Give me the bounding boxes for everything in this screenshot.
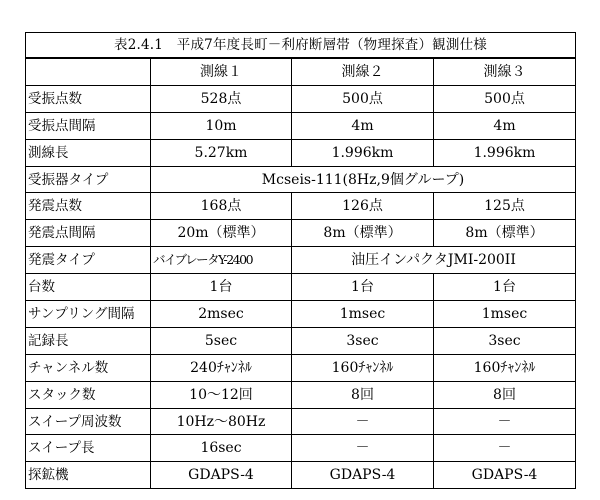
- table-row: [26, 193, 576, 220]
- header-row: [26, 58, 576, 85]
- cell-line-2: 1.996km: [292, 139, 434, 166]
- row-label: 発震タイプ: [26, 247, 151, 274]
- cell-line-1: 168点: [151, 193, 292, 220]
- cell-line-3: 4m: [434, 112, 576, 139]
- table-row: [26, 381, 576, 408]
- table-row: [26, 354, 576, 381]
- table-row: [26, 327, 576, 354]
- row-label: 台数: [26, 274, 151, 301]
- header-line-3: 測線３: [434, 58, 576, 85]
- cell-line-3: －: [434, 408, 576, 435]
- cell-line-3: 1.996km: [434, 139, 576, 166]
- cell-line-3: 160ﾁｬﾝﾈﾙ: [434, 354, 576, 381]
- cell-line-2: －: [292, 435, 434, 462]
- table-row: [26, 247, 576, 274]
- row-label: 発震点間隔: [26, 220, 151, 247]
- observation-spec-table: [25, 32, 576, 489]
- cell-line-2: 4m: [292, 112, 434, 139]
- table-row: [26, 462, 576, 489]
- row-label: サンプリング間隔: [26, 301, 151, 328]
- cell-line-3: 8m（標準）: [434, 220, 576, 247]
- cell-line-2: 1台: [292, 274, 434, 301]
- cell-line-2: －: [292, 408, 434, 435]
- row-label: 記録長: [26, 327, 151, 354]
- spec-table-body: [26, 33, 576, 489]
- row-label: チャンネル数: [26, 354, 151, 381]
- cell-line-3: 125点: [434, 193, 576, 220]
- cell-line-1: 10Hz～80Hz: [151, 408, 292, 435]
- row-label: 発震点数: [26, 193, 151, 220]
- table-row: [26, 85, 576, 112]
- cell-line-1: 16sec: [151, 435, 292, 462]
- cell-line-1: バイブレータY-2400: [151, 247, 292, 274]
- cell-line-3: 8回: [434, 381, 576, 408]
- cell-line-2: 126点: [292, 193, 434, 220]
- cell-line-3: 1台: [434, 274, 576, 301]
- cell-line-2: 8回: [292, 381, 434, 408]
- table-title: 表2.4.1 平成7年度長町－利府断層帯（物理探査）観測仕様: [26, 33, 576, 59]
- cell-line-2: GDAPS-4: [292, 462, 434, 489]
- cell-line-1: 5sec: [151, 327, 292, 354]
- row-label: スイープ周波数: [26, 408, 151, 435]
- cell-merged-lines-2-3: 油圧インパクタJMI-200II: [292, 247, 576, 274]
- cell-line-1: GDAPS-4: [151, 462, 292, 489]
- table-row: [26, 220, 576, 247]
- spec-table-frame: [25, 32, 575, 484]
- cell-line-2: 1msec: [292, 301, 434, 328]
- cell-line-1: 528点: [151, 85, 292, 112]
- cell-line-3: 500点: [434, 85, 576, 112]
- row-label: 受振点間隔: [26, 112, 151, 139]
- cell-line-2: 8m（標準）: [292, 220, 434, 247]
- table-row: [26, 112, 576, 139]
- row-label: スイープ長: [26, 435, 151, 462]
- row-label: 測線長: [26, 139, 151, 166]
- cell-line-2: 3sec: [292, 327, 434, 354]
- header-corner: [26, 58, 151, 85]
- cell-line-1: 10m: [151, 112, 292, 139]
- cell-line-1: 1台: [151, 274, 292, 301]
- row-label: 受振点数: [26, 85, 151, 112]
- table-row: [26, 408, 576, 435]
- header-line-1: 測線１: [151, 58, 292, 85]
- table-row: [26, 301, 576, 328]
- cell-line-1: 10～12回: [151, 381, 292, 408]
- cell-line-1: 5.27km: [151, 139, 292, 166]
- cell-line-2: 500点: [292, 85, 434, 112]
- cell-line-1: 2msec: [151, 301, 292, 328]
- cell-line-1: 240ﾁｬﾝﾈﾙ: [151, 354, 292, 381]
- table-row: [26, 139, 576, 166]
- title-row: [26, 33, 576, 59]
- cell-line-1: 20m（標準）: [151, 220, 292, 247]
- cell-line-3: GDAPS-4: [434, 462, 576, 489]
- cell-line-3: 1msec: [434, 301, 576, 328]
- row-label: 探鉱機: [26, 462, 151, 489]
- cell-line-3: －: [434, 435, 576, 462]
- cell-line-2: 160ﾁｬﾝﾈﾙ: [292, 354, 434, 381]
- row-label: スタック数: [26, 381, 151, 408]
- header-line-2: 測線２: [292, 58, 434, 85]
- table-row: [26, 274, 576, 301]
- row-label: 受振器タイプ: [26, 166, 151, 193]
- cell-merged-all-lines: Mcseis-111(8Hz,9個グループ): [151, 166, 576, 193]
- table-row: [26, 166, 576, 193]
- table-row: [26, 435, 576, 462]
- cell-line-3: 3sec: [434, 327, 576, 354]
